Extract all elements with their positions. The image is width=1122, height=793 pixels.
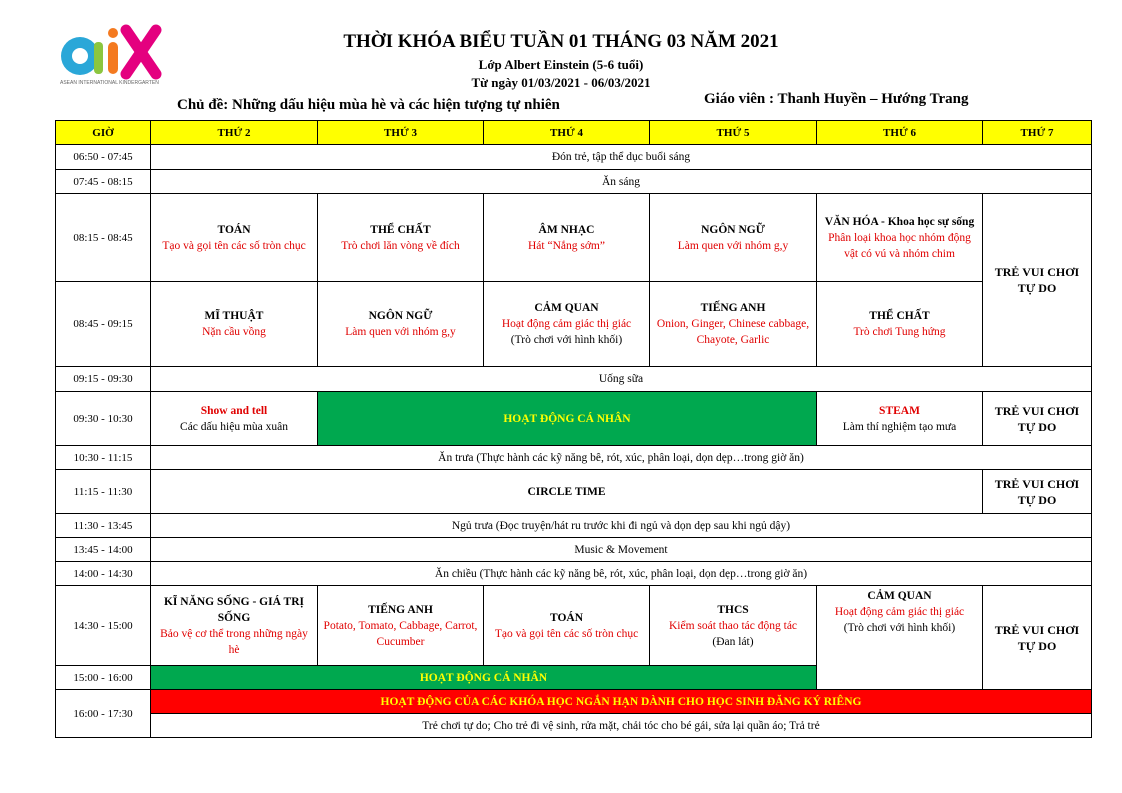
page-title: THỜI KHÓA BIỂU TUẦN 01 THÁNG 03 NĂM 2021	[343, 31, 779, 52]
span-cell: Ngủ trưa (Đọc truyện/hát ru trước khi đi ngủ và dọn dẹp sau khi ngủ dậy)	[151, 514, 1092, 538]
subject-detail: Làm quen với nhóm g,y	[345, 326, 456, 338]
activity-cell	[484, 586, 650, 666]
activity-cell	[484, 282, 650, 367]
span-cell: Ăn chiều (Thực hành các kỹ năng bê, rót, xúc, phân loại, dọn dẹp…trong giờ ăn)	[151, 562, 1092, 586]
subject-title: THCS	[717, 603, 749, 616]
activity-cell	[318, 194, 484, 282]
subject-note: Các dấu hiệu mùa xuân	[180, 420, 288, 433]
subject-title: MĨ THUẬT	[204, 310, 264, 322]
time-cell: 09:30 - 10:30	[56, 392, 151, 446]
logo-text: ASEAN INTERNATIONAL KINDERGARTEN	[60, 80, 159, 86]
activity-cell	[151, 586, 318, 666]
subject-title: VĂN HÓA - Khoa học sự sống	[824, 215, 975, 228]
date-range: Từ ngày 01/03/2021 - 06/03/2021	[471, 75, 651, 90]
free-play-cell: TRẺ VUI CHƠI TỰ DO	[983, 194, 1092, 367]
table-row	[56, 470, 1092, 514]
time-cell: 14:00 - 14:30	[56, 562, 151, 586]
activity-cell	[817, 282, 983, 367]
span-cell: Ăn trưa (Thực hành các kỹ năng bê, rót, xúc, phân loại, dọn dẹp…trong giờ ăn)	[151, 446, 1092, 470]
time-cell: 16:00 - 17:30	[56, 690, 151, 738]
subject-detail: Trò chơi Tung hứng	[853, 326, 946, 338]
activity-cell	[817, 194, 983, 282]
theme-line: Chủ đề: Những dấu hiệu mùa hè và các hiện tượng tự nhiên	[177, 97, 560, 113]
subject-title: TIẾNG ANH	[700, 302, 766, 314]
table-row	[56, 145, 1092, 170]
table-row	[56, 194, 1092, 282]
circle-time-cell: CIRCLE TIME	[151, 470, 983, 514]
subject-detail: Làm quen với nhóm g,y	[677, 239, 789, 252]
time-cell: 08:15 - 08:45	[56, 194, 151, 282]
col-wed: THỨ 4	[484, 121, 650, 145]
subject-detail: Potato, Tomato, Cabbage, Carrot, Cucumber	[323, 619, 478, 648]
activity-cell	[484, 194, 650, 282]
col-sat: THỨ 7	[983, 121, 1092, 145]
subject-note: (Đan lát)	[712, 635, 754, 648]
individual-activity-cell: HOẠT ĐỘNG CÁ NHÂN	[318, 392, 817, 446]
time-cell: 15:00 - 16:00	[56, 666, 151, 690]
subject-detail: Hoạt động cảm giác thị giác	[501, 318, 632, 330]
table-row	[56, 690, 1092, 714]
time-cell: 14:30 - 15:00	[56, 586, 151, 666]
free-play-cell: TRẺ VUI CHƠI TỰ DO	[983, 392, 1092, 446]
subject-title: THỂ CHẤT	[869, 310, 930, 322]
activity-cell	[318, 282, 484, 367]
table-row	[56, 714, 1092, 738]
activity-cell	[151, 392, 318, 446]
time-cell: 11:15 - 11:30	[56, 470, 151, 514]
activity-cell	[151, 194, 318, 282]
subject-detail: Tạo và gọi tên các số tròn chục	[162, 239, 306, 252]
table-row	[56, 392, 1092, 446]
activity-cell	[817, 586, 983, 690]
timetable	[55, 120, 1092, 738]
subject-detail: Onion, Ginger, Chinese cabbage, Chayote, Garlic	[656, 318, 810, 346]
col-fri: THỨ 6	[817, 121, 983, 145]
col-tue: THỨ 3	[318, 121, 484, 145]
span-cell: Uống sữa	[151, 367, 1092, 392]
time-cell: 10:30 - 11:15	[56, 446, 151, 470]
short-course-cell: HOẠT ĐỘNG CỦA CÁC KHÓA HỌC NGẮN HẠN DÀNH CHO HỌC SINH ĐĂNG KÝ RIÊNG	[151, 690, 1092, 714]
subject-title: THỂ CHẤT	[370, 223, 431, 236]
free-play-cell: TRẺ VUI CHƠI TỰ DO	[983, 586, 1092, 690]
subject-title: CẢM QUAN	[534, 302, 599, 314]
activity-cell	[650, 194, 817, 282]
table-row	[56, 170, 1092, 194]
subject-detail: Phân loại khoa học nhóm động vật có vú và nhóm chim	[828, 231, 971, 260]
activity-cell	[650, 282, 817, 367]
col-time: GIỜ	[56, 121, 151, 145]
subject-title: TIẾNG ANH	[368, 603, 433, 616]
time-cell: 07:45 - 08:15	[56, 170, 151, 194]
subject-title: NGÔN NGỮ	[701, 223, 765, 236]
activity-cell	[151, 282, 318, 367]
subject-title: ÂM NHẠC	[538, 223, 595, 236]
activity-cell	[650, 586, 817, 666]
activity-cell	[817, 392, 983, 446]
subject-title: TOÁN	[549, 611, 584, 624]
subject-title: Show and tell	[200, 404, 268, 417]
subject-detail: Nặn cầu vồng	[202, 326, 266, 338]
table-row	[56, 562, 1092, 586]
col-thu: THỨ 5	[650, 121, 817, 145]
table-row	[56, 446, 1092, 470]
subject-title: TOÁN	[217, 223, 251, 236]
col-mon: THỨ 2	[151, 121, 318, 145]
time-cell: 08:45 - 09:15	[56, 282, 151, 367]
span-cell: Ăn sáng	[151, 170, 1092, 194]
activity-cell	[318, 586, 484, 666]
class-line: Lớp Albert Einstein (5-6 tuổi)	[478, 57, 644, 72]
teacher-line: Giáo viên : Thanh Huyền – Hướng Trang	[704, 91, 969, 107]
subject-note: (Trò chơi với hình khối)	[510, 334, 623, 346]
free-play-cell: TRẺ VUI CHƠI TỰ DO	[983, 470, 1092, 514]
time-cell: 11:30 - 13:45	[56, 514, 151, 538]
span-cell: Trẻ chơi tự do; Cho trẻ đi vệ sinh, rửa mặt, chải tóc cho bé gái, sửa lại quần áo; Trả trẻ	[151, 714, 1092, 738]
subject-title: CẢM QUAN	[867, 590, 932, 602]
table-row	[56, 367, 1092, 392]
subject-note: (Trò chơi với hình khối)	[843, 622, 956, 634]
subject-detail: Hát “Nắng sớm”	[528, 239, 605, 252]
span-cell: Music & Movement	[151, 538, 1092, 562]
subject-detail: Hoạt động cảm giác thị giác	[834, 606, 965, 618]
table-row	[56, 514, 1092, 538]
subject-title: NGÔN NGỮ	[368, 310, 433, 322]
individual-activity-cell: HOẠT ĐỘNG CÁ NHÂN	[151, 666, 817, 690]
table-row	[56, 538, 1092, 562]
subject-note: Làm thí nghiệm tạo mưa	[842, 420, 957, 433]
subject-detail: Trò chơi lăn vòng về đích	[341, 239, 460, 252]
header-row	[56, 121, 1092, 145]
time-cell: 13:45 - 14:00	[56, 538, 151, 562]
subject-detail: Bảo vệ cơ thể trong những ngày hè	[160, 627, 308, 656]
table-row	[56, 282, 1092, 367]
subject-detail: Tạo và gọi tên các số tròn chục	[494, 627, 639, 640]
subject-title: STEAM	[879, 404, 920, 417]
subject-title: KĨ NĂNG SỐNG - GIÁ TRỊ SỐNG	[163, 595, 305, 624]
subject-detail: Kiểm soát thao tác động tác	[668, 619, 798, 632]
table-row	[56, 586, 1092, 666]
span-cell: Đón trẻ, tập thể dục buổi sáng	[151, 145, 1092, 170]
time-cell: 09:15 - 09:30	[56, 367, 151, 392]
time-cell: 06:50 - 07:45	[56, 145, 151, 170]
